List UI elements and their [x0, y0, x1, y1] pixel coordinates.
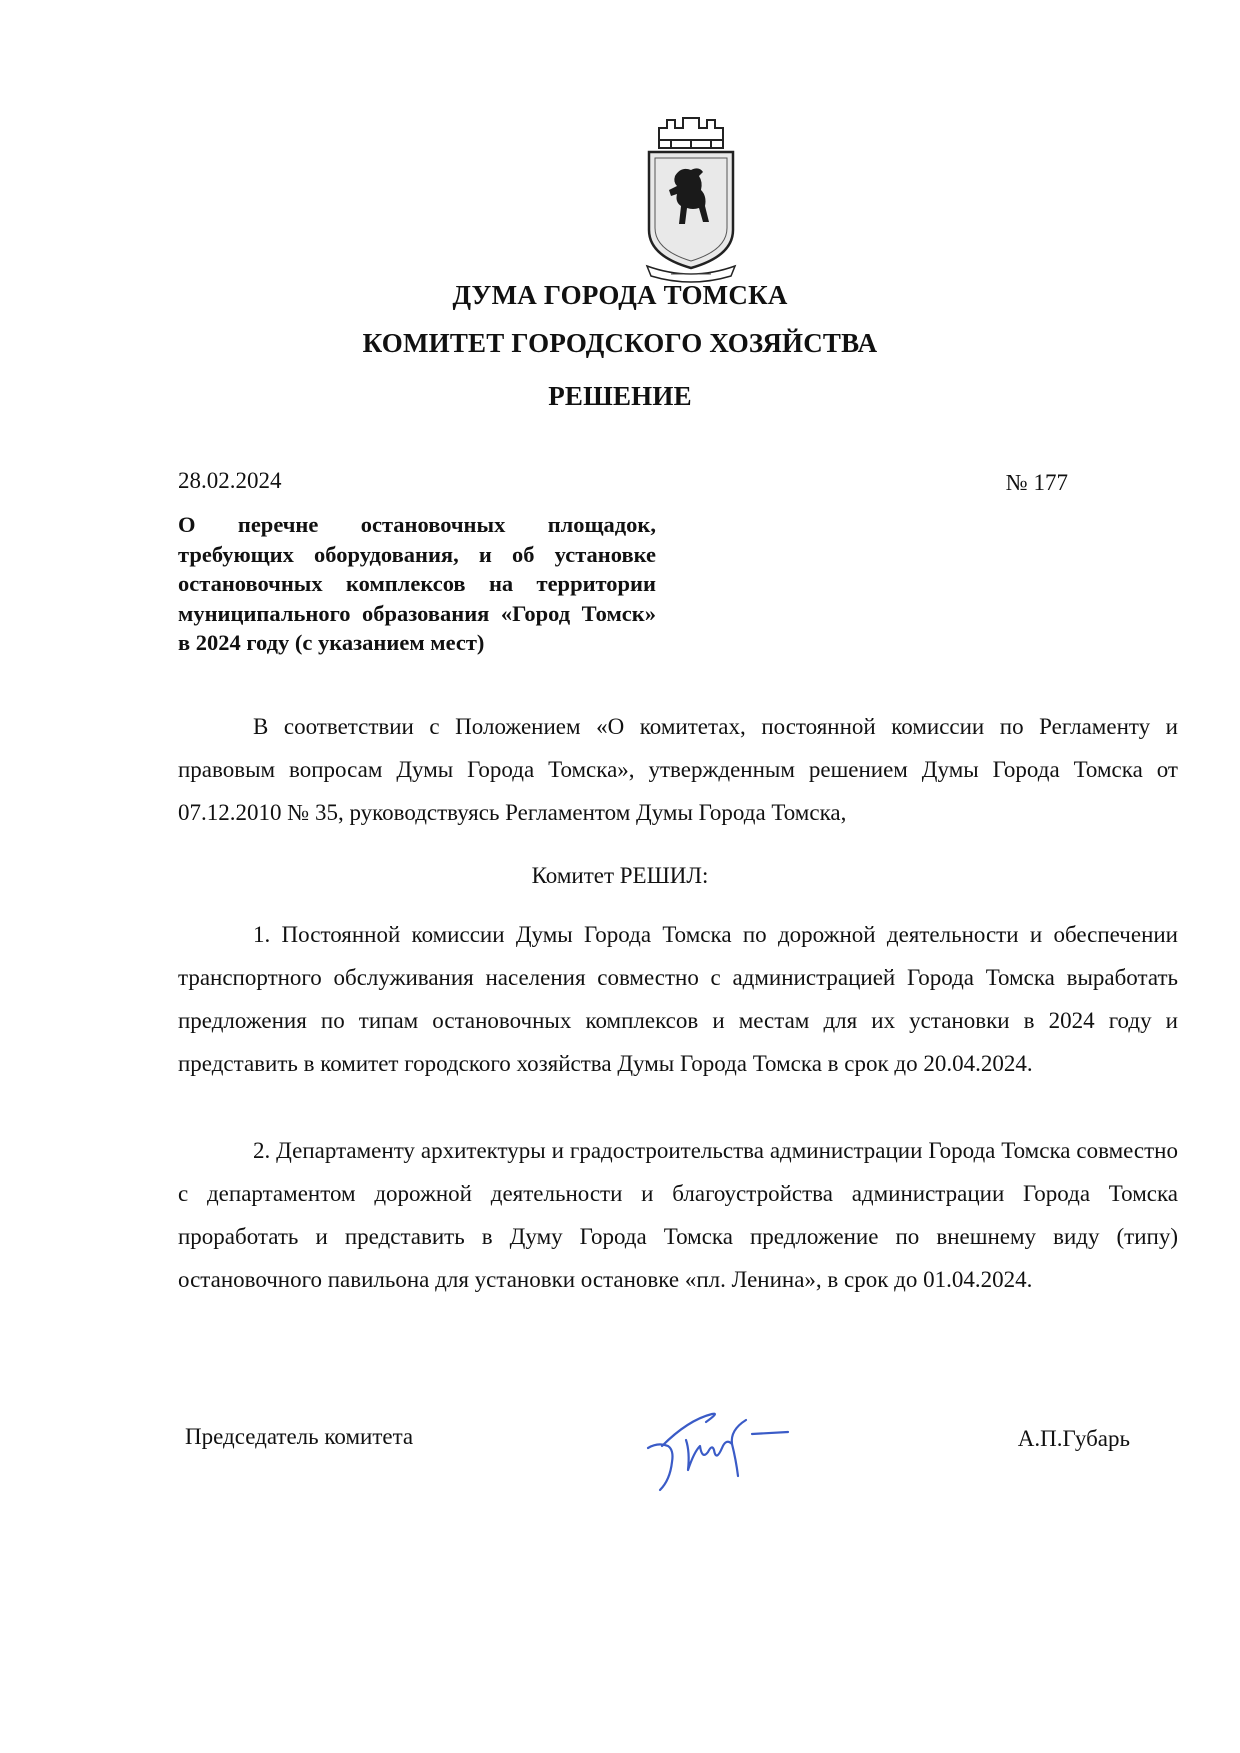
decision-item-2: 2. Департаменту архитектуры и градостроительства администрации Города Томска совместно с департаментом дорожной деятельности и благоустройства администрации Города Томска проработать и представить в Думу Города Томска предложение по внешнему виду (типу) остановочного павильона для установки остановке «пл. Ленина», в срок до 01.04.2024. — [178, 1138, 1178, 1292]
committee-title: КОМИТЕТ ГОРОДСКОГО ХОЗЯЙСТВА — [362, 328, 878, 358]
decision-item-1: 1. Постоянной комиссии Думы Города Томска по дорожной деятельности и обеспечении транспортного обслуживания населения совместно с администрацией Города Томска выработать предложения по типам остановочных комплексов и местам для их установки в 2024 году и представить в комитет городского хозяйства Думы Города Томска в срок до 20.04.2024. — [178, 922, 1178, 1076]
handwritten-signature — [628, 1390, 848, 1500]
document-subject: О перечне остановочных площадок, требующих оборудования, и об установке остановочных комплексов на территории муниципального образования «Город Томск» в 2024 году (с указанием мест) — [178, 512, 656, 655]
document-type-title: РЕШЕНИЕ — [548, 381, 692, 411]
decision-heading: Комитет РЕШИЛ: — [531, 863, 709, 888]
signer-name: А.П.Губарь — [1017, 1426, 1130, 1451]
document-date: 28.02.2024 — [178, 468, 282, 493]
signer-position: Председатель комитета — [185, 1424, 414, 1449]
document-number: № 177 — [1005, 470, 1068, 495]
coat-of-arms-icon — [641, 110, 741, 286]
preamble-paragraph: В соответствии с Положением «О комитетах, постоянной комиссии по Регламенту и правовым вопросам Думы Города Томска», утвержденным решением Думы Города Томска от 07.12.2010 № 35, руководствуясь Регламентом Думы Города Томска, — [178, 714, 1178, 825]
organization-title: ДУМА ГОРОДА ТОМСКА — [452, 280, 788, 310]
